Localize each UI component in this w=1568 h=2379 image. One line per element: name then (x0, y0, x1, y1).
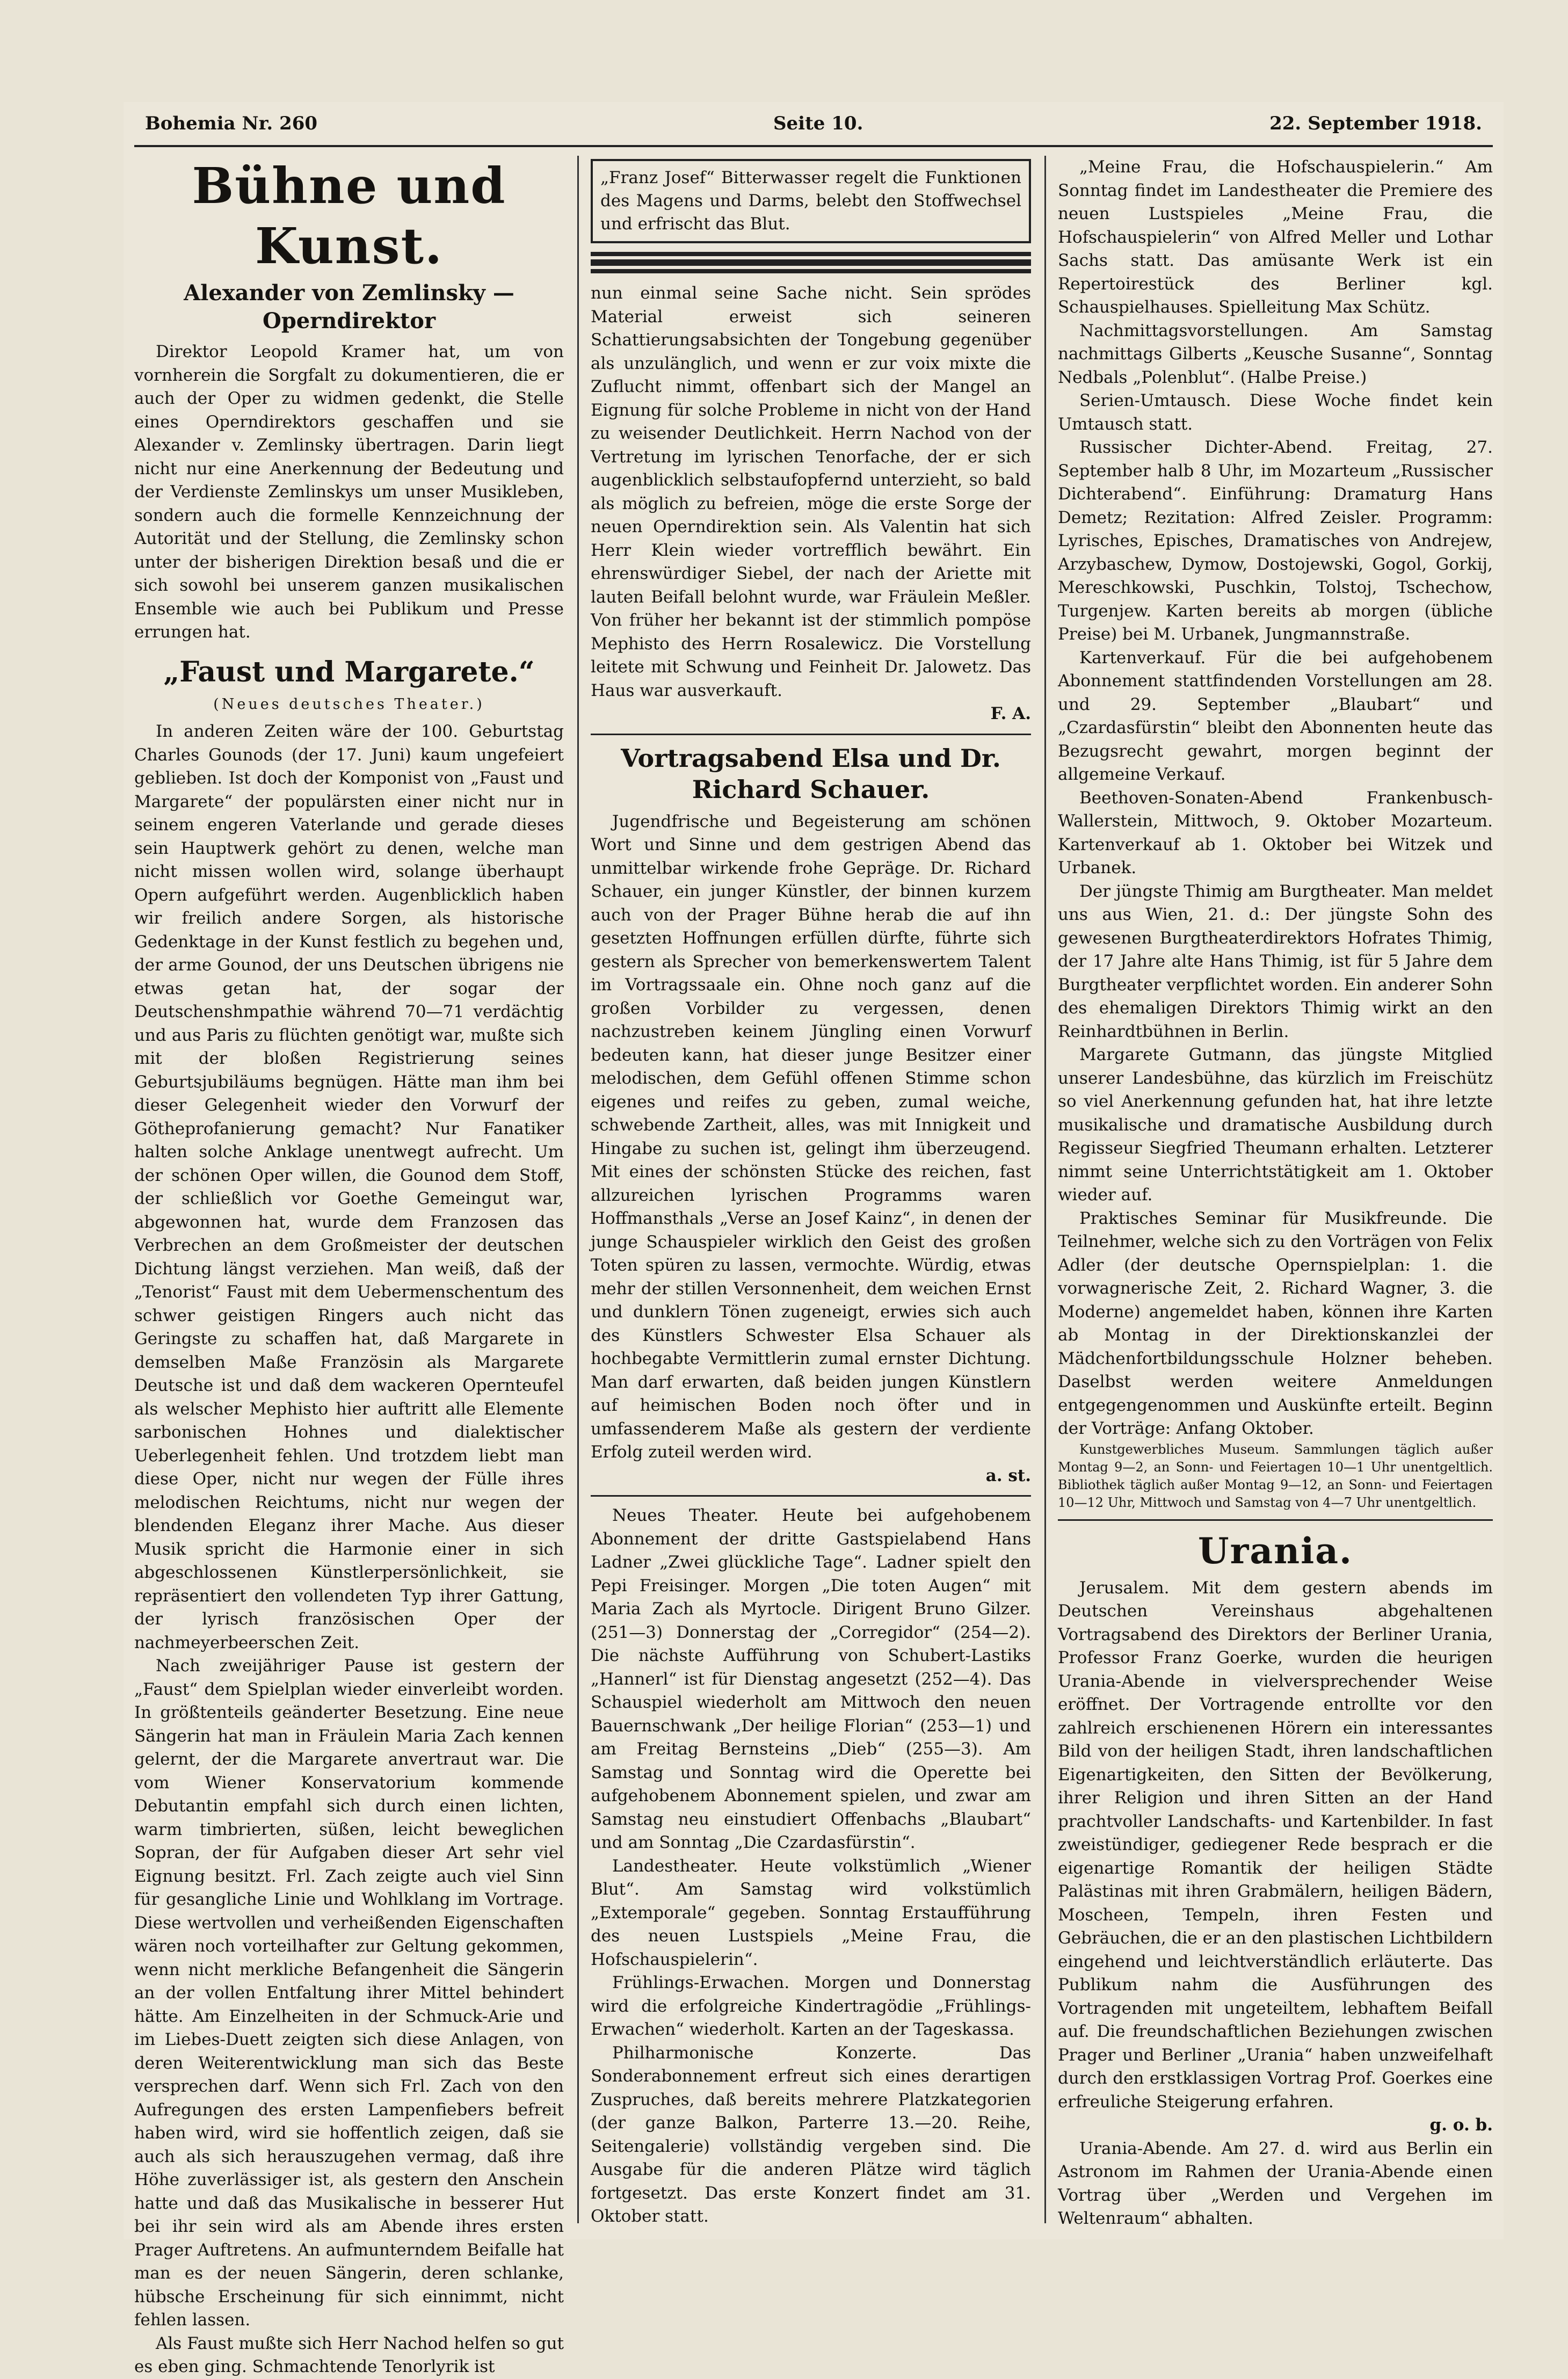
advertisement-text: „Franz Josef“ Bitterwasser regelt die Funktionen des Magens und Darms, belebt den Stoffwechsel und erfrischt das Blut. (600, 168, 1021, 234)
section-title: Bühne und Kunst. (192, 157, 506, 275)
news-note: Neues Theater. Heute bei aufgehobenem Abonnement der dritte Gastspielabend Hans Ladner „Zwei glückliche Tage“. Ladner spielt den Pepi Freisinger. Morgen „Die toten Augen“ mit Maria Zach als Myrtocle. Dirigent Bruno Gilzer. (251—3) Donnerstag der „Corregidor“ (254—2). Die nächste Aufführung von Schubert-Lastiks „Hannerl“ ist für Dienstag angesetzt (252—4). Das Schauspiel wiederholt am Mittwoch den neuen Bauernschwank „Der heilige Florian“ (253—1) und am Freitag Bernsteins „Dieb“ (255—3). Am Samstag und Sonntag wird die Operette bei aufgehobenem Abonnement spielen, und zwar am Samstag neu einstudiert Offenbachs „Blaubart“ und am Sonntag „Die Czardasfürstin“. (591, 1506, 1031, 1852)
section-title: Urania. (1198, 1529, 1353, 1572)
news-note: Der jüngste Thimig am Burgtheater. Man meldet uns aus Wien, 21. d.: Der jüngste Sohn des gewesenen Burgtheaterdirektors Hofrates Thimig, der 17 Jahre alte Hans Thimig, ist für 5 Jahre dem Burgtheater verpflichtet worden. Ein anderer Sohn des ehemaligen Direktors Thimig wirkt an den Reinhardtbühnen in Berlin. (1058, 881, 1493, 1041)
article-signature: F. A. (990, 704, 1031, 723)
article-signature: a. st. (985, 1466, 1031, 1485)
news-note: Kartenverkauf. Für die bei aufgehobenem Abonnement stattfindenden Vorstellungen am 28. und 29. September „Blaubart“ und „Czardasfürstin“ bleibt den Abonnenten heute das Bezugsrecht gewahrt, morgen beginnt der allgemeine Verkauf. (1058, 648, 1493, 784)
column-3 (1058, 156, 1493, 2228)
news-note: Philharmonische Konzerte. Das Sonderabonnement erfreut sich eines derartigen Zuspruches, daß bereits mehrere Platzkategorien (der ganze Balkon, Parterre 13.—20. Reihe, Seitengalerie) vollständig vergeben sind. Die Ausgabe für die anderen Plätze wird täglich fortgesetzt. Das erste Konzert findet am 31. Oktober statt. (591, 2043, 1031, 2226)
header-rule (134, 145, 1493, 147)
newspaper-page (124, 102, 1504, 2376)
news-note-small: Kunstgewerbliches Museum. Sammlungen täglich außer Montag 9—2, an Sonn- und Feiertagen 10—1 Uhr unentgeltlich. Bibliothek täglich außer Montag 9—12, an Sonn- und Feiertagen 10—12 Uhr, Mittwoch und Samstag von 4—7 Uhr unentgeltlich. (1058, 1441, 1493, 1510)
article-paragraph: Jugendfrische und Begeisterung am schönen Wort und Sinne und dem gestrigen Abend das unmittelbar wirkende frohe Gepräge. Dr. Richard Schauer, ein junger Künstler, der binnen kurzem auch von der Prager Bühne herab die auf ihn gesetzten Hoffnungen erfüllen dürfte, führte sich gestern als Sprecher von bemerkenswertem Talent im Vortragssaale ein. Ohne noch ganz auf die großen Vorbilder zu vergessen, denen nachzustreben keinem Jüngling einen Vorwurf bedeuten kann, hat dieser junge Besitzer einer melodischen, dem Gefühl offenen Stimme schon eigenes und reifes zu geben, zumal weiche, schwebende Zartheit, alles, was mit Innigkeit und Hingabe zu suchen ist, gelingt ihm überzeugend. Mit eines der schönsten Stücke des reichen, fast allzureichen lyrischen Programms waren Hoffmansthals „Verse an Josef Kainz“, in denen der junge Schauspieler wirklich den Geist des großen Toten spüren zu lassen, vermochte. Würdig, etwas mehr der stillen Versonnenheit, dem weichen Ernst und dunklern Tönen zugeneigt, erwies sich auch des Künstlers Schwester Elsa Schauer als hochbegabte Vermittlerin zumal ernster Dichtung. Man darf erwarten, daß beiden jungen Künstlern auf heimischen Boden noch öfter und in umfassenderem Maße als gestern der verdiente Erfolg zuteil werden wird. (591, 811, 1031, 1462)
article-paragraph: Als Faust mußte sich Herr Nachod helfen so gut es eben ging. Schmachtende Tenorlyrik ist (134, 2333, 564, 2376)
article-paragraph: Nach zweijähriger Pause ist gestern der „Faust“ dem Spielplan wieder einverleibt worden. In größtenteils geänderter Besetzung. Eine neue Sängerin hat man in Fräulein Maria Zach kennen gelernt, der die Margarete anvertraut war. Die vom Wiener Konservatorium kommende Debutantin empfahl sich durch einen lichten, warm timbrierten, süßen, leicht beweglichen Sopran, der für Aufgaben dieser Art sehr viel Eignung besitzt. Frl. Zach zeigte auch viel Sinn für gesangliche Linie und Wohlklang im Vortrage. Diese wertvollen und verheißenden Eigenschaften wären noch vorteilhafter zur Geltung gekommen, wenn nicht merkliche Befangenheit die Sängerin an der vollen Entfaltung ihrer Mittel behindert hätte. Am Einzelheiten in der Schmuck-Arie und im Liebes-Duett zeigten sich diese Anlagen, von deren Weiterentwicklung man sich das Beste versprechen darf. Wenn sich Frl. Zach von den Aufregungen des ersten Lampenfiebers befreit haben wird, wird sie hoffentlich zeigen, daß sie auch als sich herauszugehen vermag, daß ihre Höhe zuverlässiger ist, als gestern den Anschein hatte und daß das Musikalische in besserer Hut bei ihr sein wird als am Abende ihres ersten Prager Auftretens. An aufmunterndem Beifalle hat man es der neuen Sängerin, deren schlanke, hübsche Erscheinung für sich einnimmt, nicht fehlen lassen. (134, 1656, 564, 2330)
column-divider (1044, 156, 1046, 2223)
article-signature: g. o. b. (1429, 2115, 1493, 2135)
page-header (145, 113, 1482, 145)
news-note: Serien-Umtausch. Diese Woche findet kein Umtausch statt. (1058, 391, 1493, 434)
column-1 (134, 156, 564, 2376)
news-note: Beethoven-Sonaten-Abend Frankenbusch-Wallerstein, Mittwoch, 9. Oktober Mozarteum. Kartenverkauf ab 1. Oktober bei Witzek und Urbanek. (1058, 788, 1493, 877)
news-note: Nachmittagsvorstellungen. Am Samstag nachmittags Gilberts „Keusche Susanne“, Sonntag Nedbals „Polenblut“. (Halbe Preise.) (1058, 321, 1493, 387)
page-number: Seite 10. (773, 113, 863, 134)
article-title: Alexander von Zemlinsky — Operndirektor (184, 280, 514, 333)
news-note: Russischer Dichter-Abend. Freitag, 27. September halb 8 Uhr, im Mozarteum „Russischer Dichterabend“. Einführung: Dramaturg Hans Demetz; Rezitation: Alfred Zeisler. Programm: Lyrisches, Episches, Dramatisches von Andrejew, Arzybaschew, Dymow, Dostojewski, Gogol, Gorkij, Mereschkowski, Puschkin, Tolstoj, Tschechow, Turgenjew. Karten bereits ab morgen (übliche Preise) bei M. Urbanek, Jungmannstraße. (1058, 438, 1493, 644)
news-note: Landestheater. Heute volkstümlich „Wiener Blut“. Am Samstag wird volkstümlich „Extemporale“ gegeben. Sonntag Erstaufführung des neuen Lustspiels „Meine Frau, die Hofschauspielerin“. (591, 1856, 1031, 1969)
article-divider (1058, 1519, 1493, 1521)
article-paragraph: nun einmal seine Sache nicht. Sein sprödes Material erweist sich seineren Schattierungsabsichten der Tongebung gegenüber als unzulänglich, und wenn er zur voix mixte die Zuflucht nimmt, offenbart sich der Mangel an Eignung für solche Probleme in nicht von der Hand zu weisender Deutlichkeit. Herrn Nachod von der Vertretung im lyrischen Tenorfache, der er sich augenblicklich selbstaufopfernd unterzieht, so bald als möglich zu befreien, möge die erste Sorge der neuen Operndirektion sein. Als Valentin hat sich Herr Klein wieder vortrefflich bewährt. Ein ehrenswürdiger Siebel, der nach der Ariette mit lauten Beifall belohnt wurde, war Fräulein Meßler. Von früher her bekannt ist der stimmlich pompöse Mephisto des Herrn Rosalewicz. Die Vorstellung leitete mit Schwung und Feinheit Dr. Jalowetz. Das Haus war ausverkauft. (591, 284, 1031, 700)
article-paragraph: Direktor Leopold Kramer hat, um von vornherein die Sorgfalt zu dokumentieren, die er auch der Oper zu widmen gedenkt, die Stelle eines Operndirektors geschaffen und sie Alexander v. Zemlinsky übertragen. Darin liegt nicht nur eine Anerkennung der Bedeutung und der Verdienste Zemlinskys um unser Musikleben, sondern auch die formelle Kennzeichnung der Autorität und der Stellung, die Zemlinsky schon unter der bisherigen Direktion besaß und die er sich sowohl bei unserem ganzen musikalischen Ensemble wie auch bei Publikum und Presse errungen hat. (134, 342, 564, 642)
news-note: Frühlings-Erwachen. Morgen und Donnerstag wird die erfolgreiche Kindertragödie „Frühlings-Erwachen“ wiederholt. Karten an der Tageskassa. (591, 1973, 1031, 2039)
column-2 (591, 156, 1031, 2226)
news-note: „Meine Frau, die Hofschauspielerin.“ Am Sonntag findet im Landestheater die Premiere des neuen Lustspieles „Meine Frau, die Hofschauspielerin“ von Alfred Meller und Lothar Sachs statt. Das amüsante Werk ist ein Repertoirestück des Berliner kgl. Schauspielhauses. Spielleitung Max Schütz. (1058, 157, 1493, 317)
article-divider (591, 734, 1031, 735)
advertisement-box (591, 159, 1031, 243)
news-note: Praktisches Seminar für Musikfreunde. Die Teilnehmer, welche sich zu den Vorträgen von Felix Adler (der deutsche Opernspielplan: 1. die vorwagnerische Zeit, 2. Richard Wagner, 3. die Moderne) angemeldet haben, können ihre Karten ab Montag in der Direktionskanzlei der Mädchenfortbildungsschule Holzner beheben. Daselbst werden weitere Anmeldungen entgegengenommen und Auskünfte erteilt. Beginn der Vorträge: Anfang Oktober. (1058, 1208, 1493, 1438)
decorative-bar (591, 252, 1031, 273)
news-note: Margarete Gutmann, das jüngste Mitglied unserer Landesbühne, das kürzlich im Freischütz so viel Anerkennung gefunden hat, hat ihre letzte musikalische und dramatische Ausbildung durch Regisseur Siegfried Theumann erhalten. Letzterer nimmt seine Unterrichtstätigkeit am 1. Oktober wieder auf. (1058, 1045, 1493, 1205)
issue-date: 22. September 1918. (1269, 113, 1482, 134)
column-divider (577, 156, 579, 2223)
article-title: Vortragsabend Elsa und Dr. Richard Schauer. (621, 743, 1001, 804)
article-divider (591, 1495, 1031, 1497)
article-byline: (Neues deutsches Theater.) (213, 695, 485, 713)
article-paragraph: In anderen Zeiten wäre der 100. Geburtstag Charles Gounods (der 17. Juni) kaum ungefeiert geblieben. Ist doch der Komponist von „Faust und Margarete“ der populärsten einer nicht nur in seinem engeren Vaterlande und gerade dieses sein Hauptwerk gehört zu denen, welche man nicht missen wollen wird, solange überhaupt Opern aufgeführt werden. Augenblicklich haben wir freilich andere Sorgen, als historische Gedenktage in der Kunst festlich zu begehen und, der arme Gounod, der uns Deutschen übrigens nie etwas getan hat, der sogar der Deutschenshmpathie während 70—71 verdächtig und aus Paris zu flüchten genötigt war, mußte sich mit der bloßen Registrierung seines Geburtsjubiläums begnügen. Hätte man ihm bei dieser Gelegenheit wieder den Vorwurf der Götheprofanierung gemacht? Nur Fanatiker halten solche Anklage unentwegt aufrecht. Um der schönen Oper willen, die Gounod dem Stoff, der schließlich vor Goethe Gemeingut war, abgewonnen hat, wurde dem Franzosen das Verbrechen an dem Großmeister der deutschen Dichtung längst verziehen. Man weiß, daß der „Tenorist“ Faust mit dem Uebermenschentum des schwer geistigen Ringers auch nicht das Geringste zu schaffen hat, daß Margarete in demselben Maße Französin als Margarete Deutsche ist und daß dem wackeren Opernteufel als welscher Mephisto hier auftritt alle Elemente sarbonischen Hohnes und dialektischer Ueberlegenheit fehlen. Und trotzdem liebt man diese Oper, nicht nur wegen der Fülle ihres melodischen Reichtums, nicht nur wegen der blendenden Eleganz ihrer Mache. Aus dieser Musik spricht die Harmonie einer in sich abgeschlossenen Künstlerpersönlichkeit, sie repräsentiert den vollendeten Typ ihrer Gattung, der lyrisch französischen Oper der nachmeyerbeerschen Zeit. (134, 722, 564, 1652)
article-title: „Faust und Margarete.“ (163, 655, 535, 688)
article-paragraph: Jerusalem. Mit dem gestern abends im Deutschen Vereinshaus abgehaltenen Vortragsabend des Direktors der Berliner Urania, Professor Franz Goerke, wurden die heurigen Urania-Abende in vielversprechender Weise eröffnet. Der Vortragende entrollte vor den zahlreich erschienenen Hörern ein interessantes Bild von der heiligen Stadt, ihren landschaftlichen Eigenartigkeiten, den Sitten der Bevölkerung, ihrer Religion und ihren Sitten an der Hand prachtvoller Landschafts- und Kartenbilder. In fast zweistündiger, gediegener Rede besprach er die eigenartige Romantik der heiligen Städte Palästinas mit ihren Grabmälern, heiligen Bädern, Moscheen, Tempeln, ihren Festen und Gebräuchen, die er an den plastischen Lichtbildern eingehend und leichtverständlich erläuterte. Das Publikum nahm die Ausführungen des Vortragenden mit ungeteiltem, lebhaftem Beifall auf. Die freundschaftlichen Beziehungen zwischen Prager und Berliner „Urania“ haben unzweifelhaft durch den erstklassigen Vortrag Prof. Goerkes eine erfreuliche Steigerung erfahren. (1058, 1578, 1493, 2112)
masthead-issue: Bohemia Nr. 260 (145, 113, 318, 134)
news-note: Urania-Abende. Am 27. d. wird aus Berlin ein Astronom im Rahmen der Urania-Abende einen Vortrag über „Werden und Vergehen im Weltenraum“ abhalten. (1058, 2138, 1493, 2228)
